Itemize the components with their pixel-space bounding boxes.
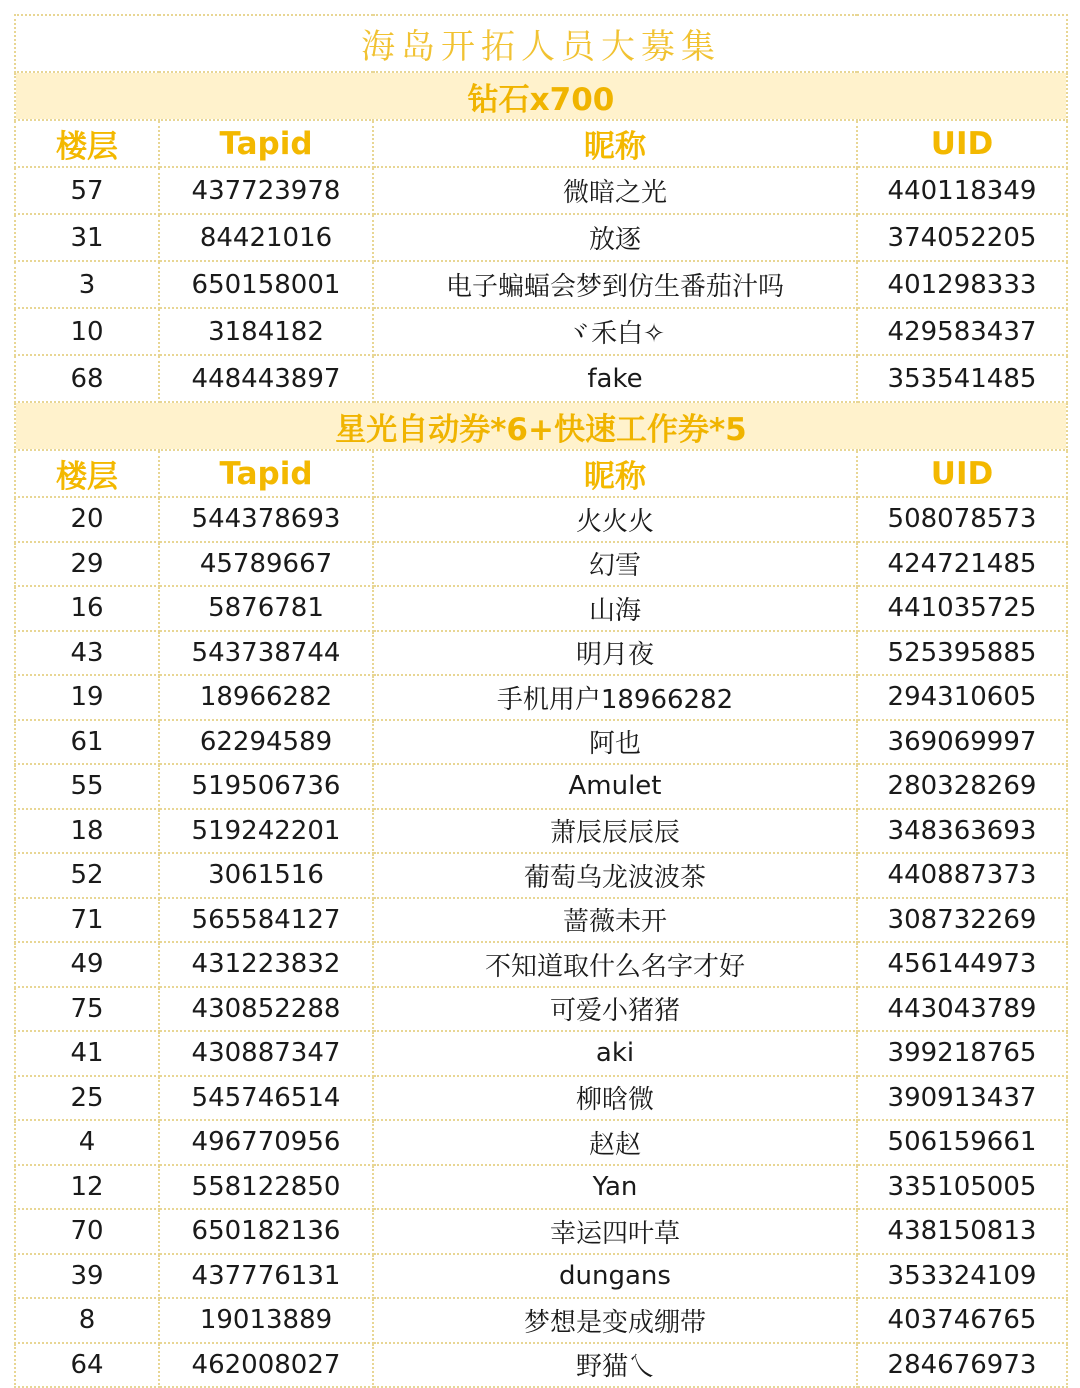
- tapid-cell: 430852288: [159, 987, 373, 1032]
- tapid-cell: 496770956: [159, 1120, 373, 1165]
- column-header-tapid: Tapid: [159, 120, 373, 167]
- tapid-cell: 19013889: [159, 1298, 373, 1343]
- floor-cell: 57: [15, 167, 159, 214]
- uid-cell: 353541485: [857, 355, 1067, 402]
- table-row: [15, 1031, 1067, 1076]
- nickname-cell: 微暗之光: [373, 167, 857, 214]
- tapid-cell: 462008027: [159, 1343, 373, 1388]
- uid-cell: 441035725: [857, 586, 1067, 631]
- table-row: [15, 1343, 1067, 1388]
- table-row: [15, 987, 1067, 1032]
- tapid-cell: 18966282: [159, 675, 373, 720]
- nickname-cell: 手机用户18966282: [373, 675, 857, 720]
- floor-cell: 8: [15, 1298, 159, 1343]
- uid-cell: 335105005: [857, 1165, 1067, 1210]
- tapid-cell: 543738744: [159, 631, 373, 676]
- tapid-cell: 565584127: [159, 898, 373, 943]
- column-header-floor: 楼层: [15, 450, 159, 497]
- uid-cell: 390913437: [857, 1076, 1067, 1121]
- nickname-cell: ヾ禾白✧: [373, 308, 857, 355]
- floor-cell: 29: [15, 542, 159, 587]
- section-title-row: [15, 402, 1067, 450]
- nickname-cell: 山海: [373, 586, 857, 631]
- uid-cell: 424721485: [857, 542, 1067, 587]
- nickname-cell: Yan: [373, 1165, 857, 1210]
- section-title-row: [15, 72, 1067, 120]
- tapid-cell: 437723978: [159, 167, 373, 214]
- uid-cell: 429583437: [857, 308, 1067, 355]
- tapid-cell: 544378693: [159, 497, 373, 542]
- nickname-cell: 幻雪: [373, 542, 857, 587]
- uid-cell: 506159661: [857, 1120, 1067, 1165]
- floor-cell: 4: [15, 1120, 159, 1165]
- nickname-cell: 野猫乀: [373, 1343, 857, 1388]
- table-row: [15, 942, 1067, 987]
- table-row: [15, 1254, 1067, 1299]
- floor-cell: 31: [15, 214, 159, 261]
- table-row: [15, 631, 1067, 676]
- floor-cell: 12: [15, 1165, 159, 1210]
- section-title: 星光自动券*6+快速工作券*5: [15, 402, 1067, 450]
- column-header-nickname: 昵称: [373, 120, 857, 167]
- nickname-cell: 可爱小猪猪: [373, 987, 857, 1032]
- column-header-uid: UID: [857, 450, 1067, 497]
- table-row: [15, 355, 1067, 402]
- table-row: [15, 853, 1067, 898]
- table-row: [15, 497, 1067, 542]
- floor-cell: 75: [15, 987, 159, 1032]
- table-row: [15, 1209, 1067, 1254]
- floor-cell: 3: [15, 261, 159, 308]
- table-row: [15, 1165, 1067, 1210]
- floor-cell: 10: [15, 308, 159, 355]
- nickname-cell: 梦想是变成绷带: [373, 1298, 857, 1343]
- uid-cell: 438150813: [857, 1209, 1067, 1254]
- uid-cell: 280328269: [857, 764, 1067, 809]
- section-diamond: [15, 72, 1067, 402]
- floor-cell: 52: [15, 853, 159, 898]
- title-section: [15, 15, 1067, 72]
- uid-cell: 308732269: [857, 898, 1067, 943]
- uid-cell: 401298333: [857, 261, 1067, 308]
- tapid-cell: 519242201: [159, 809, 373, 854]
- uid-cell: 369069997: [857, 720, 1067, 765]
- nickname-cell: fake: [373, 355, 857, 402]
- nickname-cell: dungans: [373, 1254, 857, 1299]
- nickname-cell: 萧辰辰辰辰: [373, 809, 857, 854]
- nickname-cell: 不知道取什么名字才好: [373, 942, 857, 987]
- nickname-cell: 赵赵: [373, 1120, 857, 1165]
- column-header-row: [15, 120, 1067, 167]
- uid-cell: 284676973: [857, 1343, 1067, 1388]
- uid-cell: 294310605: [857, 675, 1067, 720]
- tapid-cell: 430887347: [159, 1031, 373, 1076]
- floor-cell: 49: [15, 942, 159, 987]
- tapid-cell: 650182136: [159, 1209, 373, 1254]
- uid-cell: 348363693: [857, 809, 1067, 854]
- nickname-cell: 葡萄乌龙波波茶: [373, 853, 857, 898]
- page-title: 海岛开拓人员大募集: [15, 15, 1067, 72]
- floor-cell: 68: [15, 355, 159, 402]
- uid-cell: 399218765: [857, 1031, 1067, 1076]
- tapid-cell: 431223832: [159, 942, 373, 987]
- uid-cell: 374052205: [857, 214, 1067, 261]
- tapid-cell: 558122850: [159, 1165, 373, 1210]
- nickname-cell: 放逐: [373, 214, 857, 261]
- column-header-floor: 楼层: [15, 120, 159, 167]
- table-row: [15, 261, 1067, 308]
- uid-cell: 440118349: [857, 167, 1067, 214]
- recruitment-table: [14, 14, 1068, 1388]
- floor-cell: 41: [15, 1031, 159, 1076]
- nickname-cell: 明月夜: [373, 631, 857, 676]
- column-header-tapid: Tapid: [159, 450, 373, 497]
- floor-cell: 39: [15, 1254, 159, 1299]
- floor-cell: 18: [15, 809, 159, 854]
- uid-cell: 508078573: [857, 497, 1067, 542]
- floor-cell: 71: [15, 898, 159, 943]
- table-row: [15, 809, 1067, 854]
- floor-cell: 25: [15, 1076, 159, 1121]
- table-row: [15, 542, 1067, 587]
- table-row: [15, 764, 1067, 809]
- section-tickets: [15, 402, 1067, 1387]
- column-header-uid: UID: [857, 120, 1067, 167]
- floor-cell: 61: [15, 720, 159, 765]
- section-title: 钻石x700: [15, 72, 1067, 120]
- column-header-row: [15, 450, 1067, 497]
- tapid-cell: 545746514: [159, 1076, 373, 1121]
- uid-cell: 443043789: [857, 987, 1067, 1032]
- nickname-cell: 阿也: [373, 720, 857, 765]
- nickname-cell: 蔷薇未开: [373, 898, 857, 943]
- table-row: [15, 675, 1067, 720]
- tapid-cell: 650158001: [159, 261, 373, 308]
- title-row: [15, 15, 1067, 72]
- table-row: [15, 720, 1067, 765]
- tapid-cell: 3184182: [159, 308, 373, 355]
- table-row: [15, 308, 1067, 355]
- table-row: [15, 898, 1067, 943]
- uid-cell: 456144973: [857, 942, 1067, 987]
- uid-cell: 353324109: [857, 1254, 1067, 1299]
- tapid-cell: 448443897: [159, 355, 373, 402]
- tapid-cell: 5876781: [159, 586, 373, 631]
- table-row: [15, 1298, 1067, 1343]
- tapid-cell: 3061516: [159, 853, 373, 898]
- nickname-cell: Amulet: [373, 764, 857, 809]
- uid-cell: 525395885: [857, 631, 1067, 676]
- tapid-cell: 84421016: [159, 214, 373, 261]
- table-row: [15, 1076, 1067, 1121]
- floor-cell: 19: [15, 675, 159, 720]
- tapid-cell: 45789667: [159, 542, 373, 587]
- floor-cell: 64: [15, 1343, 159, 1388]
- nickname-cell: 幸运四叶草: [373, 1209, 857, 1254]
- nickname-cell: aki: [373, 1031, 857, 1076]
- table-row: [15, 1120, 1067, 1165]
- floor-cell: 55: [15, 764, 159, 809]
- tapid-cell: 437776131: [159, 1254, 373, 1299]
- table-row: [15, 214, 1067, 261]
- floor-cell: 70: [15, 1209, 159, 1254]
- tapid-cell: 519506736: [159, 764, 373, 809]
- nickname-cell: 电子蝙蝠会梦到仿生番茄汁吗: [373, 261, 857, 308]
- nickname-cell: 火火火: [373, 497, 857, 542]
- floor-cell: 43: [15, 631, 159, 676]
- table-row: [15, 586, 1067, 631]
- floor-cell: 16: [15, 586, 159, 631]
- floor-cell: 20: [15, 497, 159, 542]
- uid-cell: 440887373: [857, 853, 1067, 898]
- table-row: [15, 167, 1067, 214]
- uid-cell: 403746765: [857, 1298, 1067, 1343]
- nickname-cell: 柳晗微: [373, 1076, 857, 1121]
- column-header-nickname: 昵称: [373, 450, 857, 497]
- tapid-cell: 62294589: [159, 720, 373, 765]
